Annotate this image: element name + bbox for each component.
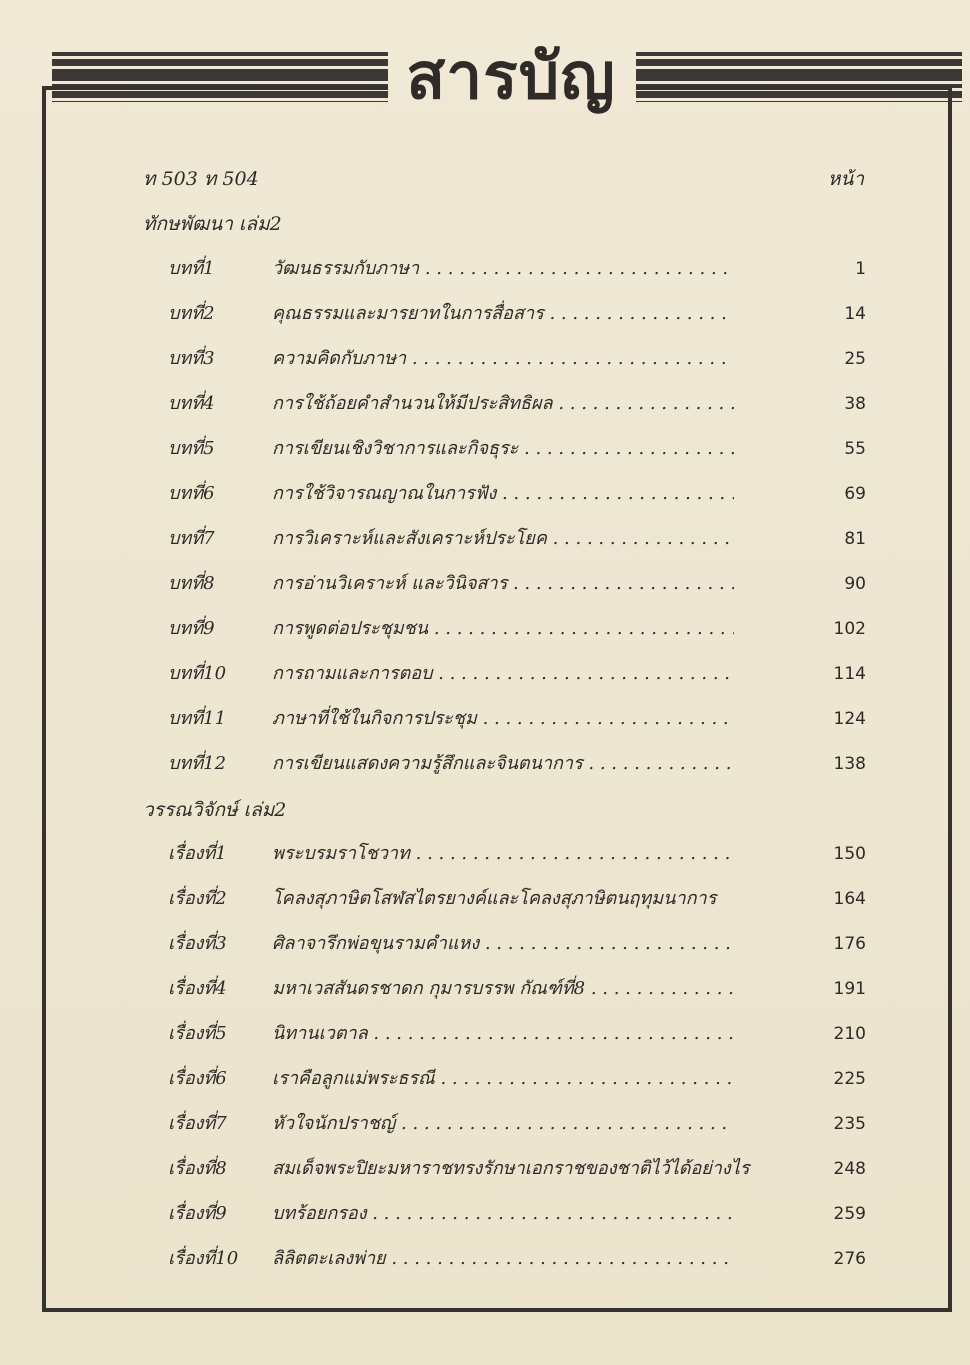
toc-entry[interactable]	[168, 614, 866, 644]
entry-label: บทที่7	[168, 528, 215, 549]
entry-title: มหาเวสสันดรชาดก กุมารบรรพ กัณฑ์ที่8 . . .	[272, 974, 734, 1004]
entry-title: การเขียนแสดงความรู้สึกและจินตนาการ . . .	[272, 749, 734, 779]
toc-entry[interactable]	[168, 1199, 866, 1229]
entry-title: โคลงสุภาษิตโสฬสไตรยางค์และโคลงสุภาษิตนฤทุมนาการ	[272, 888, 717, 909]
toc-entry[interactable]	[168, 254, 866, 284]
entry-page: 55	[844, 439, 866, 459]
entry-page: 102	[833, 619, 866, 639]
toc-entry[interactable]	[168, 839, 866, 869]
entry-page: 210	[833, 1024, 866, 1044]
section-heading: วรรณวิจักษ์ เล่ม2	[143, 799, 287, 821]
entry-title: ลิลิตตะเลงพ่าย . . .	[272, 1244, 734, 1274]
entry-label: เรื่องที่2	[168, 888, 227, 909]
entry-label: บทที่2	[168, 303, 215, 324]
entry-title: คุณธรรมและมารยาทในการสื่อสาร . . .	[272, 299, 734, 329]
entry-page: 191	[833, 979, 866, 999]
entry-page: 114	[833, 664, 866, 684]
toc-entry[interactable]	[168, 434, 866, 464]
entry-page: 150	[833, 844, 866, 864]
entry-page: 276	[833, 1249, 866, 1269]
entry-page: 138	[833, 754, 866, 774]
toc-entry[interactable]	[168, 884, 866, 914]
toc-entry[interactable]	[168, 299, 866, 329]
entry-label: บทที่3	[168, 348, 215, 369]
entry-label: บทที่8	[168, 573, 215, 594]
toc-entry[interactable]	[168, 1244, 866, 1274]
toc-entry[interactable]	[168, 524, 866, 554]
toc-entry[interactable]	[168, 1109, 866, 1139]
entry-label: บทที่4	[168, 393, 215, 414]
entry-title: ความคิดกับภาษา . . .	[272, 344, 734, 374]
toc-entry[interactable]	[168, 344, 866, 374]
entry-label: บทที่12	[168, 753, 227, 774]
section-heading: ทักษพัฒนา เล่ม2	[143, 213, 282, 235]
entry-page: 38	[844, 394, 866, 414]
entry-page: 1	[855, 259, 866, 279]
entry-label: บทที่9	[168, 618, 215, 639]
entry-page: 124	[833, 709, 866, 729]
entry-page: 235	[833, 1114, 866, 1134]
toc-entry[interactable]	[168, 1064, 866, 1094]
entry-page: 90	[844, 574, 866, 594]
course-code: ท 503 ท 504	[143, 168, 259, 190]
entry-label: เรื่องที่9	[168, 1203, 227, 1224]
entry-label: เรื่องที่1	[168, 843, 227, 864]
entry-title: ภาษาที่ใช้ในกิจการประชุม . . .	[272, 704, 734, 734]
entry-title: การใช้ถ้อยคำสำนวนให้มีประสิทธิผล . . .	[272, 389, 734, 419]
entry-label: เรื่องที่10	[168, 1248, 239, 1269]
toc-entry[interactable]	[168, 389, 866, 419]
entry-label: เรื่องที่5	[168, 1023, 227, 1044]
entry-title: การอ่านวิเคราะห์ และวินิจสาร . . .	[272, 569, 734, 599]
toc-entry[interactable]	[168, 569, 866, 599]
entry-title: การพูดต่อประชุมชน . . .	[272, 614, 734, 644]
entry-page: 225	[833, 1069, 866, 1089]
entry-page: 164	[833, 889, 866, 909]
entry-title: การเขียนเชิงวิชาการและกิจธุระ . . .	[272, 434, 734, 464]
entry-label: เรื่องที่6	[168, 1068, 227, 1089]
entry-page: 248	[833, 1159, 866, 1179]
entry-page: 14	[844, 304, 866, 324]
entry-title: เราคือลูกแม่พระธรณี . . .	[272, 1064, 734, 1094]
entry-label: เรื่องที่3	[168, 933, 227, 954]
toc-entry[interactable]	[168, 1019, 866, 1049]
entry-label: บทที่1	[168, 258, 215, 279]
entry-title: ศิลาจารึกพ่อขุนรามคำแหง . . .	[272, 929, 734, 959]
entry-page: 176	[833, 934, 866, 954]
entry-page: 69	[844, 484, 866, 504]
entry-label: เรื่องที่8	[168, 1158, 227, 1179]
entry-label: บทที่5	[168, 438, 215, 459]
toc-entry[interactable]	[168, 1154, 866, 1184]
entry-title: หัวใจนักปราชญ์ . . .	[272, 1109, 734, 1139]
entry-title: สมเด็จพระปิยะมหาราชทรงรักษาเอกราชของชาติไว้ได้อย่างไร	[272, 1158, 750, 1179]
toc-entry[interactable]	[168, 704, 866, 734]
entry-title: บทร้อยกรอง . . .	[272, 1199, 734, 1229]
toc-entry[interactable]	[168, 974, 866, 1004]
entry-title: การถามและการตอบ . . .	[272, 659, 734, 689]
entry-page: 81	[844, 529, 866, 549]
toc-entry[interactable]	[168, 659, 866, 689]
page-column-header: หน้า	[827, 168, 864, 190]
entry-label: เรื่องที่4	[168, 978, 227, 999]
entry-title: การใช้วิจารณญาณในการฟัง . . .	[272, 479, 734, 509]
entry-title: พระบรมราโชวาท . . .	[272, 839, 734, 869]
toc-entry[interactable]	[168, 749, 866, 779]
page-title: สารบัญ	[406, 40, 616, 114]
entry-label: เรื่องที่7	[168, 1113, 227, 1134]
toc-entry[interactable]	[168, 929, 866, 959]
entry-page: 259	[833, 1204, 866, 1224]
entry-title: วัฒนธรรมกับภาษา . . .	[272, 254, 734, 284]
entry-title: การวิเคราะห์และสังเคราะห์ประโยค . . .	[272, 524, 734, 554]
entry-label: บทที่11	[168, 708, 227, 729]
entry-label: บทที่6	[168, 483, 215, 504]
entry-label: บทที่10	[168, 663, 227, 684]
toc-entry[interactable]	[168, 479, 866, 509]
entry-title: นิทานเวตาล . . .	[272, 1019, 734, 1049]
entry-page: 25	[844, 349, 866, 369]
